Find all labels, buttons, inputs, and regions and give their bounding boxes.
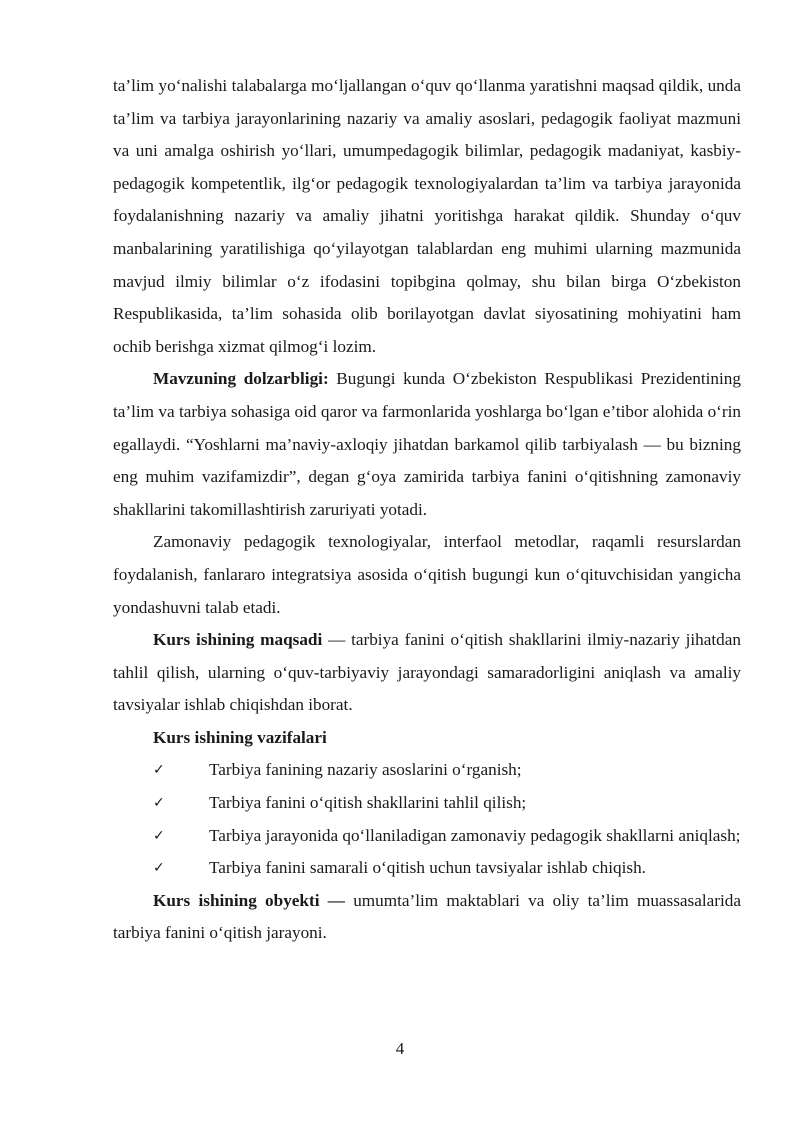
page-number: 4 <box>395 1039 405 1058</box>
checkmark-icon: ✓ <box>153 827 165 844</box>
task-item-3 <box>113 820 741 853</box>
task-text: Tarbiya fanini samarali o‘qitish uchun tavsiyalar ishlab chiqish. <box>209 858 646 878</box>
checkmark-icon: ✓ <box>153 795 165 812</box>
object-paragraph <box>113 885 741 950</box>
task-item-2 <box>113 787 741 820</box>
task-text: Tarbiya fanining nazariy asoslarini o‘rganish; <box>209 760 522 780</box>
object-text: umumta’lim maktablari va oliy ta’lim muassasalarida tarbiya fanini o‘qitish jarayoni. <box>113 890 742 943</box>
intro-paragraph: ta’lim yo‘nalishi talabalarga mo‘ljallangan o‘quv qo‘llanma yaratishni maqsad qildik, unda ta’lim va tarbiya jarayonlarining nazariy va amaliy asoslari, pedagogik faoliyat mazmuni va uni amalga oshirish yo‘llari, umumpedagogik bilimlar, pedagogik madaniyat, kasbiy-pedagogik kompetentlik, ilg‘or pedagogik texnologiyalardan ta’lim va tarbiya jarayonida foydalanishning nazariy va amaliy jihatni yoritishga harakat qildik. Shunday o‘quv manbalarining yaratilishiga qo‘yilayotgan talablardan eng muhimi ularning mazmunida mavjud ilmiy bilimlar o‘z ifodasini topibgina qolmay, shu bilan birga O‘zbekiston Respublikasida, ta’lim sohasida olib borilayotgan davlat siyosatining mohiyatini ham ochib berishga xizmat qilmog‘i lozim. <box>113 76 741 356</box>
task-item-1 <box>113 754 741 787</box>
relevance-label: Mavzuning dolzarbligi: <box>153 369 329 389</box>
task-item-4 <box>113 852 741 885</box>
tasks-heading: Kurs ishining vazifalari <box>153 727 327 747</box>
modern-technologies-paragraph: Zamonaviy pedagogik texnologiyalar, interfaol metodlar, raqamli resurslardan foydalanish, fanlararo integratsiya asosida o‘qitish bugungi kun o‘qituvchisidan yangicha yondashuvni talab etadi. <box>113 532 741 617</box>
task-text: Tarbiya fanini o‘qitish shakllarini tahlil qilish; <box>209 793 527 813</box>
object-label: Kurs ishining obyekti — <box>153 890 345 910</box>
goal-text: — tarbiya fanini o‘qitish shakllarini ilmiy-nazariy jihatdan tahlil qilish, ularning o‘quv-tarbiyaviy jarayondagi samaradorligini aniqlash va amaliy tavsiyalar ishlab chiqishdan iborat. <box>113 630 741 715</box>
relevance-text: Bugungi kunda O‘zbekiston Respublikasi Prezidentining ta’lim va tarbiya sohasiga oid qaror va farmonlarida yoshlarga bo‘lgan e’tibor alohida o‘rin egallaydi. “Yoshlarni ma’naviy-axloqiy jihatdan barkamol qilib tarbiyalash — bu bizning eng muhim vazifamizdir”, degan g‘oya zamirida tarbiya fanini o‘qitishning zamonaviy shakllarini takomillashtirish zaruriyati yotadi. <box>113 369 741 519</box>
checkmark-icon: ✓ <box>153 762 165 779</box>
checkmark-icon: ✓ <box>153 860 165 877</box>
document-page <box>113 70 741 950</box>
task-text: Tarbiya jarayonida qo‘llaniladigan zamonaviy pedagogik shakllarni aniqlash; <box>209 825 741 845</box>
goal-paragraph <box>113 624 741 722</box>
relevance-paragraph <box>113 363 741 526</box>
goal-label: Kurs ishining maqsadi <box>153 630 323 650</box>
